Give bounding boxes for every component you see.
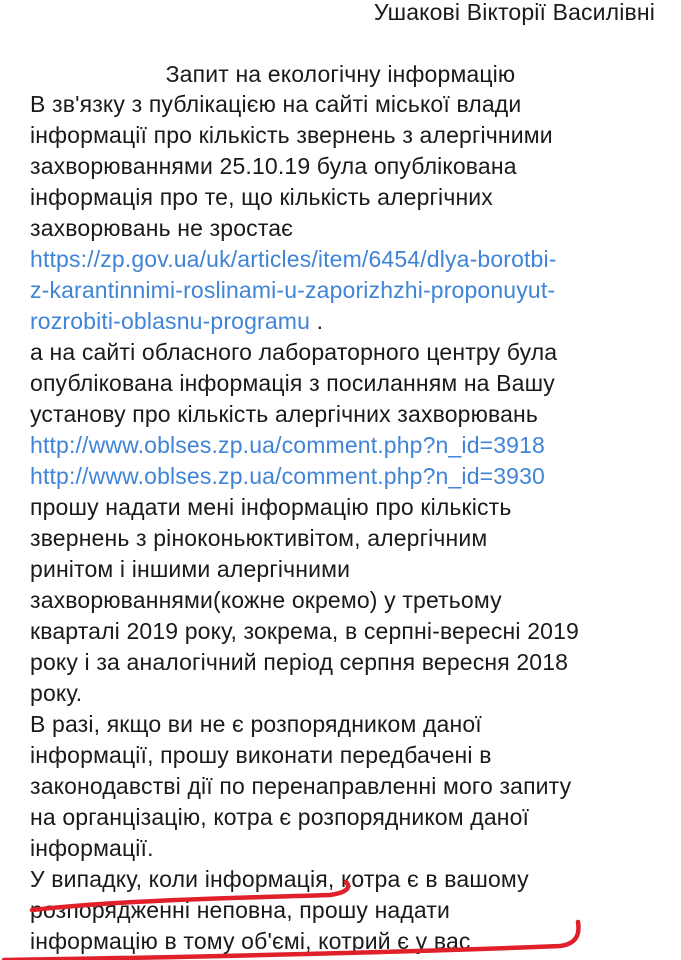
text-line: В зв'язку з публікацією на сайті міської влади [30, 91, 522, 117]
link-line [30, 306, 670, 337]
text-line: а на сайті обласного лабораторного центру була [30, 339, 558, 365]
text-line: захворювань не зростає [30, 215, 294, 241]
text-line: інформації про кількість звернень з алергічними [30, 122, 553, 148]
addressee: Ушакові Вікторії Василівні [373, 0, 655, 25]
oblses-link-3918[interactable]: http://www.oblses.zp.ua/comment.php?n_id=3918 [30, 432, 545, 458]
link-suffix: . [310, 308, 324, 334]
text-line: У випадку, коли інформація, котра є в вашому [30, 866, 529, 892]
zp-gov-link-part-1[interactable]: https://zp.gov.ua/uk/articles/item/6454/dlya-borotbi- [30, 246, 557, 272]
text-line: року і за аналогічний період серпня вересня 2018 [30, 649, 569, 675]
text-line: прошу надати мені інформацію про кількість [30, 494, 512, 520]
text-line: опублікована інформація з посиланням на Вашу [30, 370, 555, 396]
text-line: захворюваннями 25.10.19 була опублікована [30, 153, 517, 179]
text-line: розпорядженні неповна, прошу надати [30, 897, 451, 923]
text-line: на органцізацію, котра є розпорядником даної [30, 804, 530, 830]
link-line [30, 275, 670, 306]
link-line [30, 430, 670, 461]
link-line [30, 244, 670, 275]
zp-gov-link-part-2[interactable]: z-karantinnimi-roslinami-u-zaporizhzhi-proponuyut- [30, 277, 556, 303]
text-line: установу про кількість алергічних захворювань [30, 401, 539, 427]
text-line: інформація про те, що кількість алергічних [30, 184, 493, 210]
document-body [30, 89, 670, 957]
zp-gov-link-part-3[interactable]: rozrobiti-oblasnu-programu [30, 308, 311, 334]
oblses-link-3930[interactable]: http://www.oblses.zp.ua/comment.php?n_id=3930 [30, 463, 545, 489]
text-line: звернень з ріноконьюктивітом, алергічним [30, 525, 488, 551]
document-title: Запит на екологічну інформацію [165, 61, 516, 87]
text-line: В разі, якщо ви не є розпорядником даної [30, 711, 482, 737]
link-line [30, 461, 670, 492]
text-line: кварталі 2019 року, зокрема, в серпні-вересні 2019 [30, 618, 579, 644]
text-line: захворюваннями(кожне окремо) у третьому [30, 587, 502, 613]
text-line: інформації. [30, 835, 154, 861]
text-line: інформації, прошу виконати передбачені в [30, 742, 492, 768]
text-line: інформацію в тому об'ємі, котрий є у вас [30, 928, 471, 954]
text-line: ринітом і іншими алергічними [30, 556, 351, 582]
text-line: законодавстві дії по перенаправленні мого запиту [30, 773, 572, 799]
text-line: року. [30, 680, 83, 706]
